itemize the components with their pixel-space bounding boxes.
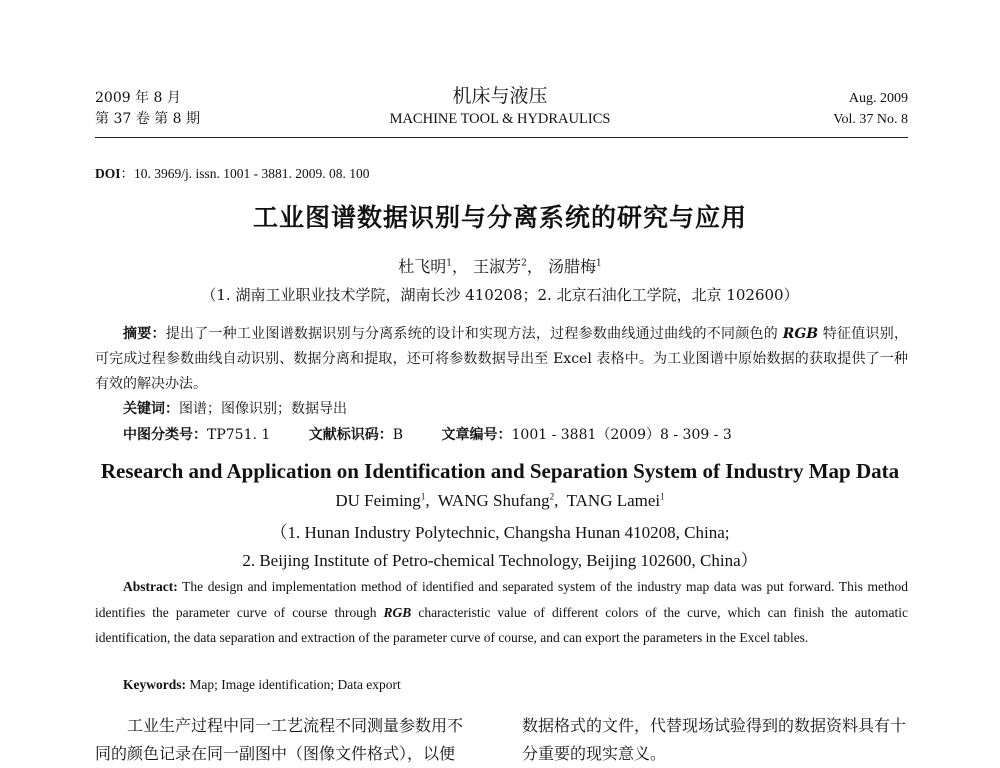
- abstract-cn-label: 摘要：: [123, 326, 166, 342]
- affiliation-cn: （1. 湖南工业职业技术学院，湖南长沙 410208；2. 北京石油化工学院，北京 102600）: [201, 286, 799, 304]
- issue-cn: 第 37 卷 第 8 期: [95, 111, 200, 127]
- journal-title-cn: 机床与液压: [452, 85, 548, 107]
- paper-title-cn: 工业图谱数据识别与分离系统的研究与应用: [252, 203, 747, 232]
- header-rule: [95, 137, 908, 138]
- keywords-cn-text: 图谱；图像识别；数据导出: [179, 401, 347, 417]
- doi-line: DOI：10. 3969/j. issn. 1001 - 3881. 2009. 08. 100: [95, 166, 370, 181]
- body-left-column: 工业生产过程中同一工艺流程不同测量参数用不同的颜色记录在同一副图中（图像文件格式），以便: [95, 716, 464, 763]
- abstract-cn: 摘要：提出了一种工业图谱数据识别与分离系统的设计和实现方法，过程参数曲线通过曲线的不同颜色的 RGB 特征值识别，可完成过程参数曲线自动识别、数据分离和提取，还可将参数数据导出至 Excel 表格中。为工业图谱中原始数据的获取提供了一种有效的解决办法。: [95, 326, 909, 392]
- keywords-cn: [123, 398, 347, 418]
- keywords-cn-label: 关键词：: [123, 401, 179, 417]
- author-en-1: DU Feiming: [335, 491, 421, 510]
- author-cn-2: 王淑芳: [473, 257, 522, 276]
- authors-en: DU Feiming$^1$, WANG Shufang$^2$, TANG Lamei$^1$: [335, 491, 665, 510]
- affiliation-en-1: （1. Hunan Industry Polytechnic, Changsha Hunan 410208, China;: [270, 523, 730, 542]
- doc-code-value: B: [392, 427, 404, 443]
- article-no-label: 文章编号：: [441, 427, 512, 443]
- date-en: Aug. 2009: [848, 91, 908, 106]
- author-en-3: TANG Lamei: [566, 491, 661, 510]
- keywords-en-label: Keywords:: [123, 677, 186, 692]
- author-cn-1: 杜飞明: [398, 257, 447, 276]
- doc-code-label: 文献标识码：: [308, 427, 393, 443]
- classification-line: [123, 424, 732, 444]
- keywords-en: [123, 677, 401, 693]
- clc-value: TP751. 1: [207, 427, 271, 443]
- abstract-en: Abstract: The design and implementation method of identified and separated system of the industry map data was put forward. This method identifies the parameter curve of course through RGB characteristic value of different colors of the curve, which can finish the automatic identification, the data separation and extraction of the parameter curve of course, and can export the parameters in the Excel tables.: [95, 579, 908, 645]
- authors-cn: 杜飞明$^1$， 王淑芳$^2$， 汤腊梅$^1$: [398, 257, 602, 276]
- doi-value: 10. 3969/j. issn. 1001 - 3881. 2009. 08. 100: [134, 166, 370, 181]
- affiliation-en-2: 2. Beijing Institute of Petro-chemical Technology, Beijing 102600, China）: [242, 551, 758, 570]
- issue-en: Vol. 37 No. 8: [833, 112, 908, 127]
- doi-label: DOI: [95, 166, 121, 181]
- header-right: [833, 88, 908, 130]
- body-right-column: 数据格式的文件，代替现场试验得到的数据资料具有十分重要的现实意义。: [522, 716, 907, 763]
- article-no-value: 1001 - 3881（2009）8 - 309 - 3: [511, 427, 732, 443]
- date-cn: 2009 年 8 月: [95, 90, 181, 106]
- author-en-2: WANG Shufang: [437, 491, 550, 510]
- abstract-en-label: Abstract:: [123, 579, 178, 594]
- keywords-en-text: Map; Image identification; Data export: [186, 677, 401, 692]
- paper-title-en: Research and Application on Identification and Separation System of Industry Map Data: [100, 459, 900, 483]
- author-cn-3: 汤腊梅: [547, 257, 596, 276]
- clc-label: 中图分类号：: [123, 427, 207, 443]
- journal-title-en: MACHINE TOOL & HYDRAULICS: [389, 111, 611, 127]
